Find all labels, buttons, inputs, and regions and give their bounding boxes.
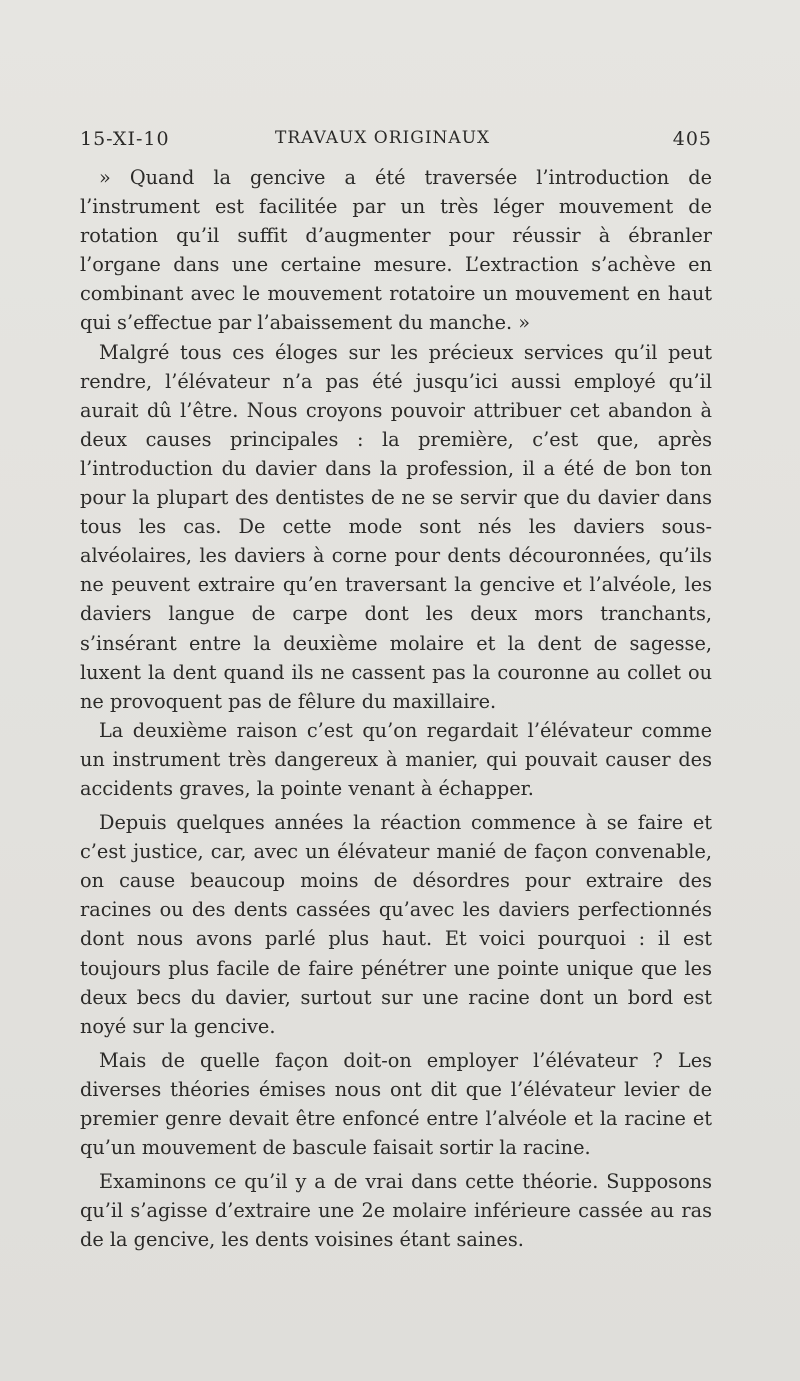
header-date: 15-XI-10 — [80, 128, 170, 150]
paragraph-praise: Malgré tous ces éloges sur les précieux services qu’il peut rendre, l’élévateur n’a pas été jusqu’ici aussi employé qu’il aurait dû l’être. Nous croyons pouvoir attribuer cet abandon à deux causes principales : la première, c’est que, après l’introduction du davier dans la profession, il a été de bon ton pour la plupart des dentistes de ne se servir que du davier dans tous les cas. De cette mode sont nés les daviers sous-alvéolaires, les daviers à corne pour dents découronnées, qu’ils ne peuvent extraire qu’en traversant la gencive et l’alvéole, les daviers langue de carpe dont les deux mors tranchants, s’insérant entre la deuxième molaire et la dent de sagesse, luxent la dent quand ils ne cassent pas la couronne au collet ou ne provoquent pas de fêlure du maxillaire. — [80, 340, 712, 713]
paragraph-quote-end: » Quand la gencive a été traversée l’introduction de l’instrument est facilitée par un très léger mouvement de rotation qu’il suffit d’augmenter pour réussir à ébranler l’organe dans une certaine mesure. L’extraction s’achève en combinant avec le mouvement rotatoire un mouvement en haut qui s’effectue par l’abaissement du manche. » — [80, 166, 712, 335]
paragraph-reaction: Depuis quelques années la réaction commence à se faire et c’est justice, car, avec un élévateur manié de façon convenable, on cause beaucoup moins de désordres pour extraire des racines ou des dents cassées qu’avec les daviers perfectionnés dont nous avons parlé plus haut. Et voici pourquoi : il est toujours plus facile de faire pénétrer une pointe unique que les deux becs du davier, surtout sur une racine dont un bord est noyé sur la gencive. — [80, 811, 712, 1038]
page-number: 405 — [672, 128, 712, 150]
header-title: TRAVAUX ORIGINAUX — [275, 128, 491, 148]
paragraph-examine-theory: Examinons ce qu’il y a de vrai dans cette théorie. Supposons qu’il s’agisse d’extraire une 2e molaire inférieure cassée au ras de la gencive, les dents voisines étant saines. — [80, 1170, 712, 1252]
running-head — [80, 128, 712, 154]
paragraph-second-reason: La deuxième raison c’est qu’on regardait l’élévateur comme un instrument très dangereux à manier, qui pouvait causer des accidents graves, la pointe venant à échapper. — [80, 718, 712, 800]
paragraph-usage-question: Mais de quelle façon doit-on employer l’élévateur ? Les diverses théories émises nous ont dit que l’élévateur levier de premier genre devait être enfoncé entre l’alvéole et la racine et qu’un mouvement de bascule faisait sortir la racine. — [80, 1048, 712, 1160]
body-text — [80, 163, 712, 1254]
